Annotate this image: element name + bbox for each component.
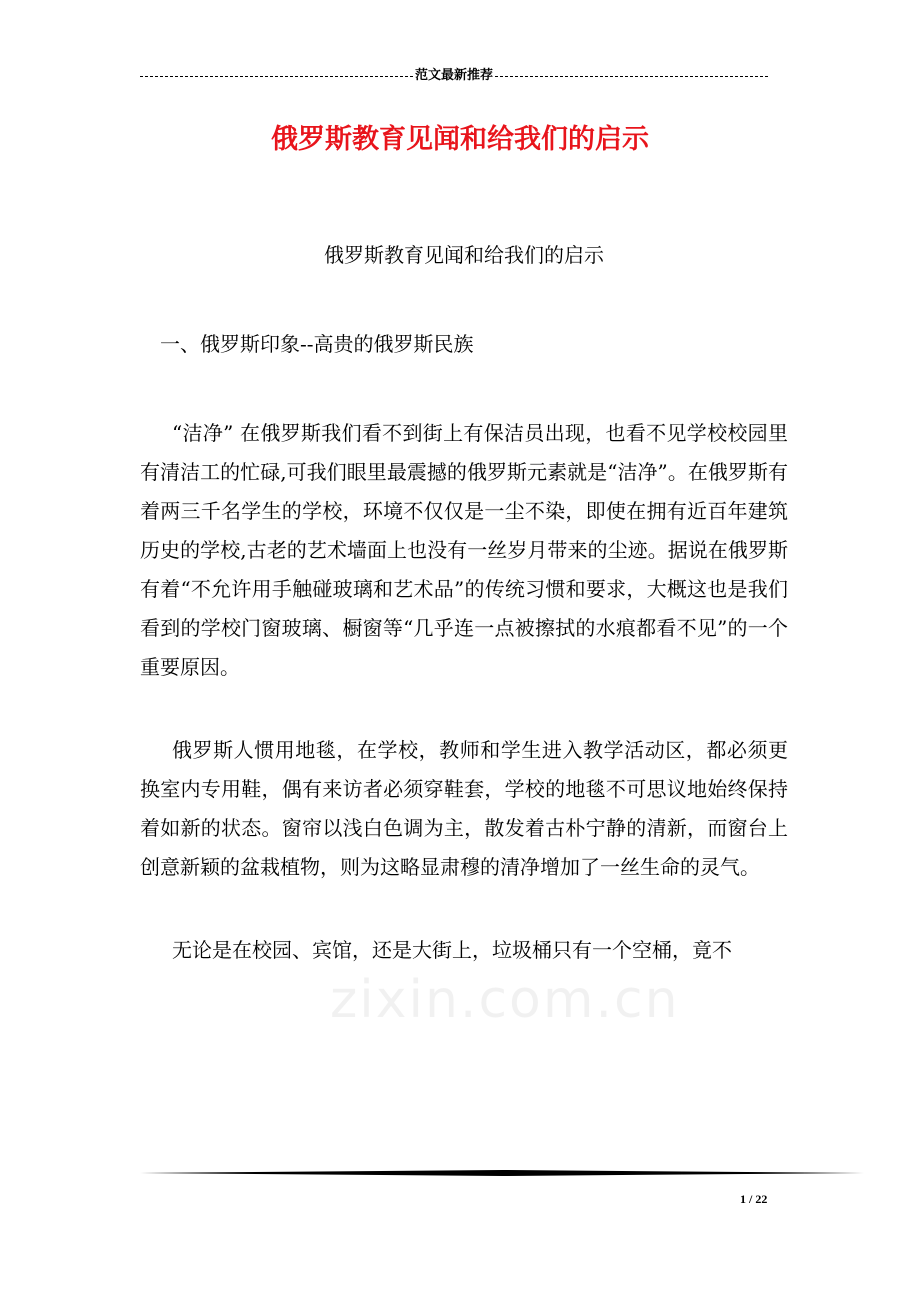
- header-dash-right: [495, 76, 768, 77]
- header-label: 范文最新推荐: [415, 68, 494, 83]
- document-body: [140, 236, 788, 1014]
- document-title: 俄罗斯教育见闻和给我们的启示: [271, 124, 649, 155]
- footer-rule: [140, 1170, 864, 1176]
- paragraph-2: 俄罗斯人惯用地毯，在学校，教师和学生进入教学活动区，都必须更换室内专用鞋，偶有来访者必须穿鞋套，学校的地毯不可思议地始终保持着如新的状态。窗帘以浅白色调为主，散发着古朴宁静的清新，而窗台上创意新颖的盆栽植物，则为这略显肃穆的清净增加了一丝生命的灵气。: [140, 738, 788, 879]
- section-heading: 一、俄罗斯印象--高贵的俄罗斯民族: [160, 332, 474, 356]
- page-number: 1 / 22: [740, 1192, 768, 1206]
- paragraph-1: “洁净” 在俄罗斯我们看不到街上有保洁员出现，也看不见学校校园里有清洁工的忙碌,可我们眼里最震撼的俄罗斯元素就是“洁净”。在俄罗斯有着两三千名学生的学校，环境不仅仅是一尘不染，即使在拥有近百年建筑历史的学校,古老的艺术墙面上也没有一丝岁月带来的尘迹。据说在俄罗斯有着“不允许用手触碰玻璃和艺术品”的传统习惯和要求，大概这也是我们看到的学校门窗玻璃、橱窗等“几乎连一点被擦拭的水痕都看不见”的一个重要原因。: [140, 421, 788, 679]
- header-dash-left: [140, 76, 413, 77]
- page-header: [140, 68, 768, 84]
- paragraph-3: 无论是在校园、宾馆，还是大街上，垃圾桶只有一个空桶，竟不: [172, 938, 732, 962]
- document-subtitle: 俄罗斯教育见闻和给我们的启示: [324, 243, 604, 267]
- watermark: zixin.com.cn: [330, 970, 680, 1030]
